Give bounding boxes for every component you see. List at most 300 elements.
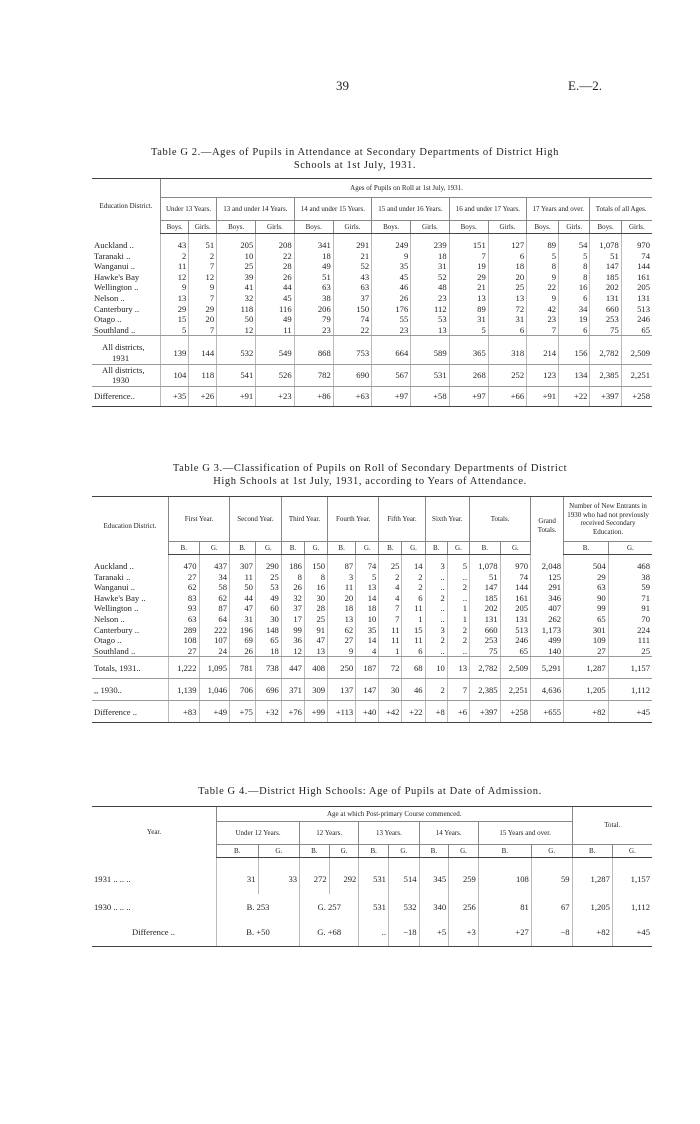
table-cell: 6 bbox=[402, 593, 425, 604]
table-cell: 1,287 bbox=[564, 657, 609, 679]
table-cell: 150 bbox=[333, 304, 371, 315]
table-cell: .. bbox=[447, 593, 469, 604]
table-cell: 45 bbox=[372, 272, 411, 283]
row-label: Canterbury .. bbox=[94, 303, 140, 314]
table-cell: 21 bbox=[449, 282, 488, 293]
table-row bbox=[92, 582, 652, 593]
table-cell: 26 bbox=[230, 646, 256, 657]
row-label: Wanganui .. bbox=[94, 261, 136, 272]
table-cell: 5 bbox=[449, 325, 488, 336]
row-label: Hawke's Bay .. bbox=[94, 592, 146, 603]
table-cell: +83 bbox=[169, 701, 200, 723]
table-cell: 19 bbox=[449, 261, 488, 272]
table-cell: 202 bbox=[590, 282, 621, 293]
table-cell: 131 bbox=[590, 293, 621, 304]
table-cell: 437 bbox=[199, 561, 230, 572]
table-cell: 18 bbox=[255, 646, 281, 657]
table-cell: 89 bbox=[449, 304, 488, 315]
g4-subhead: G. bbox=[612, 845, 652, 858]
table-cell: 36 bbox=[281, 635, 304, 646]
table-cell: 2 bbox=[402, 572, 425, 583]
table-cell: 15 bbox=[402, 625, 425, 636]
table-cell: 118 bbox=[189, 364, 217, 386]
table-cell: 11 bbox=[256, 325, 294, 336]
table-cell: 1 bbox=[447, 614, 469, 625]
g2-subhead: Girls. bbox=[256, 221, 294, 234]
table-cell: .. bbox=[447, 646, 469, 657]
table-cell: +3 bbox=[449, 920, 479, 946]
g3-subhead: B. bbox=[230, 542, 256, 555]
table-cell: 13 bbox=[356, 582, 379, 593]
table-cell: 28 bbox=[304, 603, 327, 614]
table-cell: 6 bbox=[488, 325, 526, 336]
g3-subhead: B. bbox=[281, 542, 304, 555]
table-cell: 1 bbox=[447, 603, 469, 614]
table-cell: 28 bbox=[256, 261, 294, 272]
g3-group-first: First Year. bbox=[169, 497, 230, 542]
table-cell: 75 bbox=[590, 325, 621, 336]
table-cell: .. bbox=[425, 572, 447, 583]
table-cell: 31 bbox=[488, 314, 526, 325]
table-cell: 27 bbox=[169, 572, 200, 583]
table-cell: +66 bbox=[488, 386, 526, 406]
table-cell: 32 bbox=[281, 593, 304, 604]
g2-span-head: Ages of Pupils on Roll at 1st July, 1931. bbox=[161, 179, 653, 198]
g2-subhead: Girls. bbox=[621, 221, 652, 234]
table-cell: 1 bbox=[379, 646, 402, 657]
table-cell: 5 bbox=[447, 561, 469, 572]
table-cell: 2 bbox=[447, 625, 469, 636]
table-cell: 18 bbox=[328, 603, 356, 614]
table-cell: 12 bbox=[217, 325, 256, 336]
table-cell: 65 bbox=[500, 646, 531, 657]
table-cell: +6 bbox=[447, 701, 469, 723]
table-cell: 17 bbox=[281, 614, 304, 625]
table-cell: 25 bbox=[255, 572, 281, 583]
g3-subhead: B. bbox=[425, 542, 447, 555]
table-cell: 7 bbox=[189, 293, 217, 304]
g2-subhead: Girls. bbox=[333, 221, 371, 234]
table-cell: 75 bbox=[470, 646, 501, 657]
table-cell: 112 bbox=[411, 304, 449, 315]
table-cell: 51 bbox=[294, 272, 333, 283]
table-cell: 5 bbox=[356, 572, 379, 583]
table-cell: 407 bbox=[531, 603, 564, 614]
table-cell: 47 bbox=[230, 603, 256, 614]
table-cell: 513 bbox=[500, 625, 531, 636]
table-row bbox=[92, 364, 652, 386]
table-cell: 51 bbox=[590, 251, 621, 262]
table-cell: 272 bbox=[300, 864, 330, 894]
table-cell: +58 bbox=[411, 386, 449, 406]
table-cell: 31 bbox=[217, 864, 259, 894]
table-cell: 25 bbox=[379, 561, 402, 572]
g4-group-14: 14 Years. bbox=[419, 822, 478, 845]
table-cell: 27 bbox=[564, 646, 609, 657]
table-cell: +42 bbox=[379, 701, 402, 723]
table-cell: 868 bbox=[294, 342, 333, 364]
g4-subhead: B. bbox=[300, 845, 330, 858]
g2-subhead: Boys. bbox=[161, 221, 189, 234]
g2-title: Table G 2.—Ages of Pupils in Attendance at Secondary Departments of District High Schools at 1st July, 1931. bbox=[151, 147, 559, 171]
merged-cell: B. 253 bbox=[217, 894, 300, 920]
table-cell: 11 bbox=[161, 261, 189, 272]
g4-group-total: Total. bbox=[572, 807, 652, 845]
table-cell: 2 bbox=[189, 251, 217, 262]
g3-group-sixth: Sixth Year. bbox=[425, 497, 470, 542]
g4-subhead: G. bbox=[329, 845, 359, 858]
table-cell: .. bbox=[425, 646, 447, 657]
g2-subhead: Boys. bbox=[217, 221, 256, 234]
table-cell: 16 bbox=[304, 582, 327, 593]
table-cell: 21 bbox=[333, 251, 371, 262]
g4-subhead: G. bbox=[258, 845, 300, 858]
table-cell: 253 bbox=[470, 635, 501, 646]
table-cell: +8 bbox=[425, 701, 447, 723]
table-cell: +397 bbox=[470, 701, 501, 723]
table-cell: 74 bbox=[621, 251, 652, 262]
table-cell: +27 bbox=[478, 920, 531, 946]
table-cell: 63 bbox=[564, 582, 609, 593]
table-cell: 6 bbox=[559, 325, 590, 336]
g4-subhead: B. bbox=[478, 845, 531, 858]
table-cell: −18 bbox=[388, 920, 419, 946]
table-cell: 116 bbox=[256, 304, 294, 315]
table-row bbox=[92, 603, 652, 614]
g3-subhead: G. bbox=[608, 542, 652, 555]
table-cell: +32 bbox=[255, 701, 281, 723]
table-cell: 12 bbox=[281, 646, 304, 657]
table-cell: 2,048 bbox=[531, 561, 564, 572]
table-cell: 499 bbox=[531, 635, 564, 646]
row-label: Wellington .. bbox=[94, 282, 139, 293]
table-cell: 44 bbox=[256, 282, 294, 293]
table-cell: 13 bbox=[411, 325, 449, 336]
table-cell: 22 bbox=[256, 251, 294, 262]
table-cell: 137 bbox=[328, 679, 356, 701]
table-row bbox=[92, 282, 652, 293]
table-cell: 89 bbox=[527, 240, 559, 251]
table-cell: .. bbox=[425, 603, 447, 614]
table-cell: 41 bbox=[217, 282, 256, 293]
table-row bbox=[92, 325, 652, 336]
table-cell: 1,078 bbox=[590, 240, 621, 251]
table-cell: 63 bbox=[169, 614, 200, 625]
table-cell: 526 bbox=[256, 364, 294, 386]
table-cell: 9 bbox=[328, 646, 356, 657]
table-cell: 99 bbox=[564, 603, 609, 614]
table-cell: 91 bbox=[608, 603, 652, 614]
table-cell: 90 bbox=[564, 593, 609, 604]
row-label: Auckland .. bbox=[94, 240, 134, 250]
table-cell: 346 bbox=[531, 593, 564, 604]
g4-subhead: G. bbox=[388, 845, 419, 858]
table-cell: 46 bbox=[372, 282, 411, 293]
table-cell: 23 bbox=[527, 314, 559, 325]
table-cell: +86 bbox=[294, 386, 333, 406]
table-cell: 447 bbox=[281, 657, 304, 679]
g3-group-third: Third Year. bbox=[281, 497, 327, 542]
table-cell: 1,173 bbox=[531, 625, 564, 636]
table-cell: +35 bbox=[161, 386, 189, 406]
table-row bbox=[92, 657, 652, 679]
table-cell: 224 bbox=[608, 625, 652, 636]
table-cell: 32 bbox=[217, 293, 256, 304]
table-cell: 10 bbox=[217, 251, 256, 262]
table-cell: 150 bbox=[304, 561, 327, 572]
table-cell: 2,782 bbox=[590, 342, 621, 364]
table-cell: 131 bbox=[470, 614, 501, 625]
g3-subhead: G. bbox=[500, 542, 531, 555]
table-cell: 1,222 bbox=[169, 657, 200, 679]
table-cell: 11 bbox=[379, 625, 402, 636]
table-cell: .. bbox=[447, 572, 469, 583]
table-cell: 37 bbox=[333, 293, 371, 304]
table-cell: 38 bbox=[294, 293, 333, 304]
table-cell: 8 bbox=[527, 261, 559, 272]
table-cell: 513 bbox=[621, 304, 652, 315]
table-cell: 4 bbox=[379, 582, 402, 593]
table-cell: 7 bbox=[527, 325, 559, 336]
table-cell: 318 bbox=[488, 342, 526, 364]
table-cell: 49 bbox=[256, 314, 294, 325]
table-cell: +99 bbox=[304, 701, 327, 723]
table-cell: 83 bbox=[169, 593, 200, 604]
table-cell: 2 bbox=[447, 635, 469, 646]
table-cell: 252 bbox=[488, 364, 526, 386]
table-cell: 111 bbox=[608, 635, 652, 646]
row-label: All districts, 1930 bbox=[92, 364, 161, 386]
table-cell: +82 bbox=[572, 920, 612, 946]
g2-group-under13: Under 13 Years. bbox=[161, 198, 217, 221]
row-label: Wanganui .. bbox=[94, 582, 136, 593]
g4-subhead: G. bbox=[449, 845, 479, 858]
table-cell: 1,139 bbox=[169, 679, 200, 701]
g3-grand-totals-head: Grand Totals. bbox=[531, 497, 564, 555]
table-cell: 20 bbox=[328, 593, 356, 604]
table-cell: 2 bbox=[161, 251, 189, 262]
table-cell: 660 bbox=[470, 625, 501, 636]
row-label: Hawke's Bay bbox=[94, 271, 140, 282]
table-cell: 2 bbox=[425, 635, 447, 646]
merged-cell: B. +50 bbox=[217, 920, 300, 946]
table-cell: 71 bbox=[608, 593, 652, 604]
table-cell: 63 bbox=[294, 282, 333, 293]
table-cell: +91 bbox=[527, 386, 559, 406]
table-cell: +23 bbox=[256, 386, 294, 406]
table-cell: 340 bbox=[419, 894, 449, 920]
table-cell: 42 bbox=[527, 304, 559, 315]
table-cell: 62 bbox=[169, 582, 200, 593]
g2-group-17: 17 Years and over. bbox=[527, 198, 590, 221]
table-cell: 2 bbox=[425, 679, 447, 701]
table-cell: 31 bbox=[449, 314, 488, 325]
table-row bbox=[92, 625, 652, 636]
table-cell: 51 bbox=[189, 240, 217, 251]
table-cell: 18 bbox=[411, 251, 449, 262]
table-cell: 65 bbox=[564, 614, 609, 625]
table-cell: 345 bbox=[419, 864, 449, 894]
table-cell: 18 bbox=[488, 261, 526, 272]
table-cell: 74 bbox=[500, 572, 531, 583]
table-cell: 43 bbox=[333, 272, 371, 283]
row-label: 1930 .. .. .. bbox=[94, 901, 131, 912]
g3-subhead: B. bbox=[470, 542, 501, 555]
table-cell: 63 bbox=[333, 282, 371, 293]
g3-subhead: B. bbox=[169, 542, 200, 555]
table-cell: 30 bbox=[379, 679, 402, 701]
table-cell: 1,205 bbox=[572, 894, 612, 920]
table-cell: 108 bbox=[478, 864, 531, 894]
table-cell: 48 bbox=[411, 282, 449, 293]
g2-subhead: Girls. bbox=[189, 221, 217, 234]
table-cell: 6 bbox=[488, 251, 526, 262]
table-cell: 531 bbox=[359, 864, 389, 894]
table-cell: 13 bbox=[161, 293, 189, 304]
row-label: Taranaki .. bbox=[94, 571, 131, 582]
table-cell: 131 bbox=[500, 614, 531, 625]
table-row bbox=[92, 240, 652, 251]
table-cell: 13 bbox=[447, 657, 469, 679]
row-label: All districts, 1931 bbox=[92, 342, 161, 364]
g4-subhead: B. bbox=[419, 845, 449, 858]
table-cell: 246 bbox=[500, 635, 531, 646]
table-cell: .. bbox=[359, 920, 389, 946]
table-cell: 2 bbox=[425, 593, 447, 604]
table-cell: 249 bbox=[372, 240, 411, 251]
table-cell: 309 bbox=[304, 679, 327, 701]
table-cell: 301 bbox=[564, 625, 609, 636]
table-cell: 23 bbox=[411, 293, 449, 304]
table-cell: 290 bbox=[255, 561, 281, 572]
table-cell: 144 bbox=[500, 582, 531, 593]
g2-subhead: Boys. bbox=[294, 221, 333, 234]
table-cell: 24 bbox=[199, 646, 230, 657]
table-cell: 26 bbox=[256, 272, 294, 283]
table-cell: 148 bbox=[255, 625, 281, 636]
table-cell: 109 bbox=[564, 635, 609, 646]
table-cell: 7 bbox=[189, 261, 217, 272]
table-cell: 67 bbox=[531, 894, 572, 920]
table-cell: 222 bbox=[199, 625, 230, 636]
table-cell: 514 bbox=[388, 864, 419, 894]
table-cell: +45 bbox=[612, 920, 652, 946]
table-cell: 291 bbox=[531, 582, 564, 593]
table-cell: 144 bbox=[621, 261, 652, 272]
table-cell: 292 bbox=[329, 864, 359, 894]
table-cell: 250 bbox=[328, 657, 356, 679]
table-cell: 185 bbox=[470, 593, 501, 604]
table-cell: 253 bbox=[590, 314, 621, 325]
table-cell: 46 bbox=[402, 679, 425, 701]
table-cell: 58 bbox=[199, 582, 230, 593]
g3-subhead: B. bbox=[328, 542, 356, 555]
table-cell: 10 bbox=[425, 657, 447, 679]
table-cell: 738 bbox=[255, 657, 281, 679]
g3-title: Table G 3.—Classification of Pupils on Roll of Secondary Departments of District High Schools at 1st July, 1931, according to Years of Attendance. bbox=[172, 463, 568, 487]
table-cell: +22 bbox=[559, 386, 590, 406]
g3-entrants-head: Number of New Entrants in 1930 who had not previously received Secondary Education. bbox=[564, 497, 652, 542]
table-row bbox=[92, 572, 652, 583]
table-cell: 341 bbox=[294, 240, 333, 251]
table-cell: 690 bbox=[333, 364, 371, 386]
table-cell: 660 bbox=[590, 304, 621, 315]
row-label: Southland .. bbox=[92, 646, 169, 657]
table-cell: 50 bbox=[230, 582, 256, 593]
table-cell: 268 bbox=[449, 364, 488, 386]
table-cell: 7 bbox=[379, 614, 402, 625]
table-row bbox=[92, 561, 652, 572]
table-g4 bbox=[92, 806, 652, 947]
table-cell: 29 bbox=[189, 304, 217, 315]
g4-group-under12: Under 12 Years. bbox=[217, 822, 300, 845]
table-cell: 3 bbox=[425, 561, 447, 572]
table-row bbox=[92, 314, 652, 325]
table-cell: 123 bbox=[527, 364, 559, 386]
table-cell: 144 bbox=[189, 342, 217, 364]
table-cell: 9 bbox=[527, 293, 559, 304]
table-cell: 14 bbox=[356, 635, 379, 646]
row-label: Nelson .. bbox=[94, 613, 125, 624]
table-cell: 25 bbox=[488, 282, 526, 293]
table-cell: 262 bbox=[531, 614, 564, 625]
table-cell: 38 bbox=[608, 572, 652, 583]
table-cell: 781 bbox=[230, 657, 256, 679]
table-row bbox=[92, 261, 652, 272]
table-cell: 64 bbox=[199, 614, 230, 625]
table-cell: 25 bbox=[608, 646, 652, 657]
table-cell: +91 bbox=[217, 386, 256, 406]
table-cell: 25 bbox=[304, 614, 327, 625]
row-label: Auckland .. bbox=[94, 561, 134, 571]
table-cell: 970 bbox=[621, 240, 652, 251]
table-row bbox=[92, 894, 652, 920]
table-cell: 214 bbox=[527, 342, 559, 364]
table-cell: 22 bbox=[333, 325, 371, 336]
table-cell: 9 bbox=[527, 272, 559, 283]
table-cell: 470 bbox=[169, 561, 200, 572]
table-cell: 62 bbox=[199, 593, 230, 604]
table-cell: +75 bbox=[230, 701, 256, 723]
table-cell: 696 bbox=[255, 679, 281, 701]
table-cell: 51 bbox=[470, 572, 501, 583]
table-cell: 45 bbox=[256, 293, 294, 304]
g3-subhead: G. bbox=[402, 542, 425, 555]
table-cell: 753 bbox=[333, 342, 371, 364]
row-label: Nelson .. bbox=[94, 292, 125, 303]
table-cell: 208 bbox=[256, 240, 294, 251]
row-label: 1931 .. .. .. bbox=[94, 873, 131, 884]
table-cell: 205 bbox=[621, 282, 652, 293]
table-row bbox=[92, 679, 652, 701]
g4-subhead: G. bbox=[531, 845, 572, 858]
table-cell: 147 bbox=[470, 582, 501, 593]
g4-subhead: B. bbox=[572, 845, 612, 858]
table-row bbox=[92, 293, 652, 304]
table-cell: 11 bbox=[402, 635, 425, 646]
table-cell: 93 bbox=[169, 603, 200, 614]
table-cell: 176 bbox=[372, 304, 411, 315]
table-cell: 5 bbox=[161, 325, 189, 336]
table-cell: 87 bbox=[199, 603, 230, 614]
table-cell: 468 bbox=[608, 561, 652, 572]
table-cell: +258 bbox=[500, 701, 531, 723]
table-cell: 256 bbox=[449, 894, 479, 920]
table-cell: 131 bbox=[621, 293, 652, 304]
table-cell: +97 bbox=[372, 386, 411, 406]
table-cell: 151 bbox=[449, 240, 488, 251]
table-cell: 2,385 bbox=[590, 364, 621, 386]
